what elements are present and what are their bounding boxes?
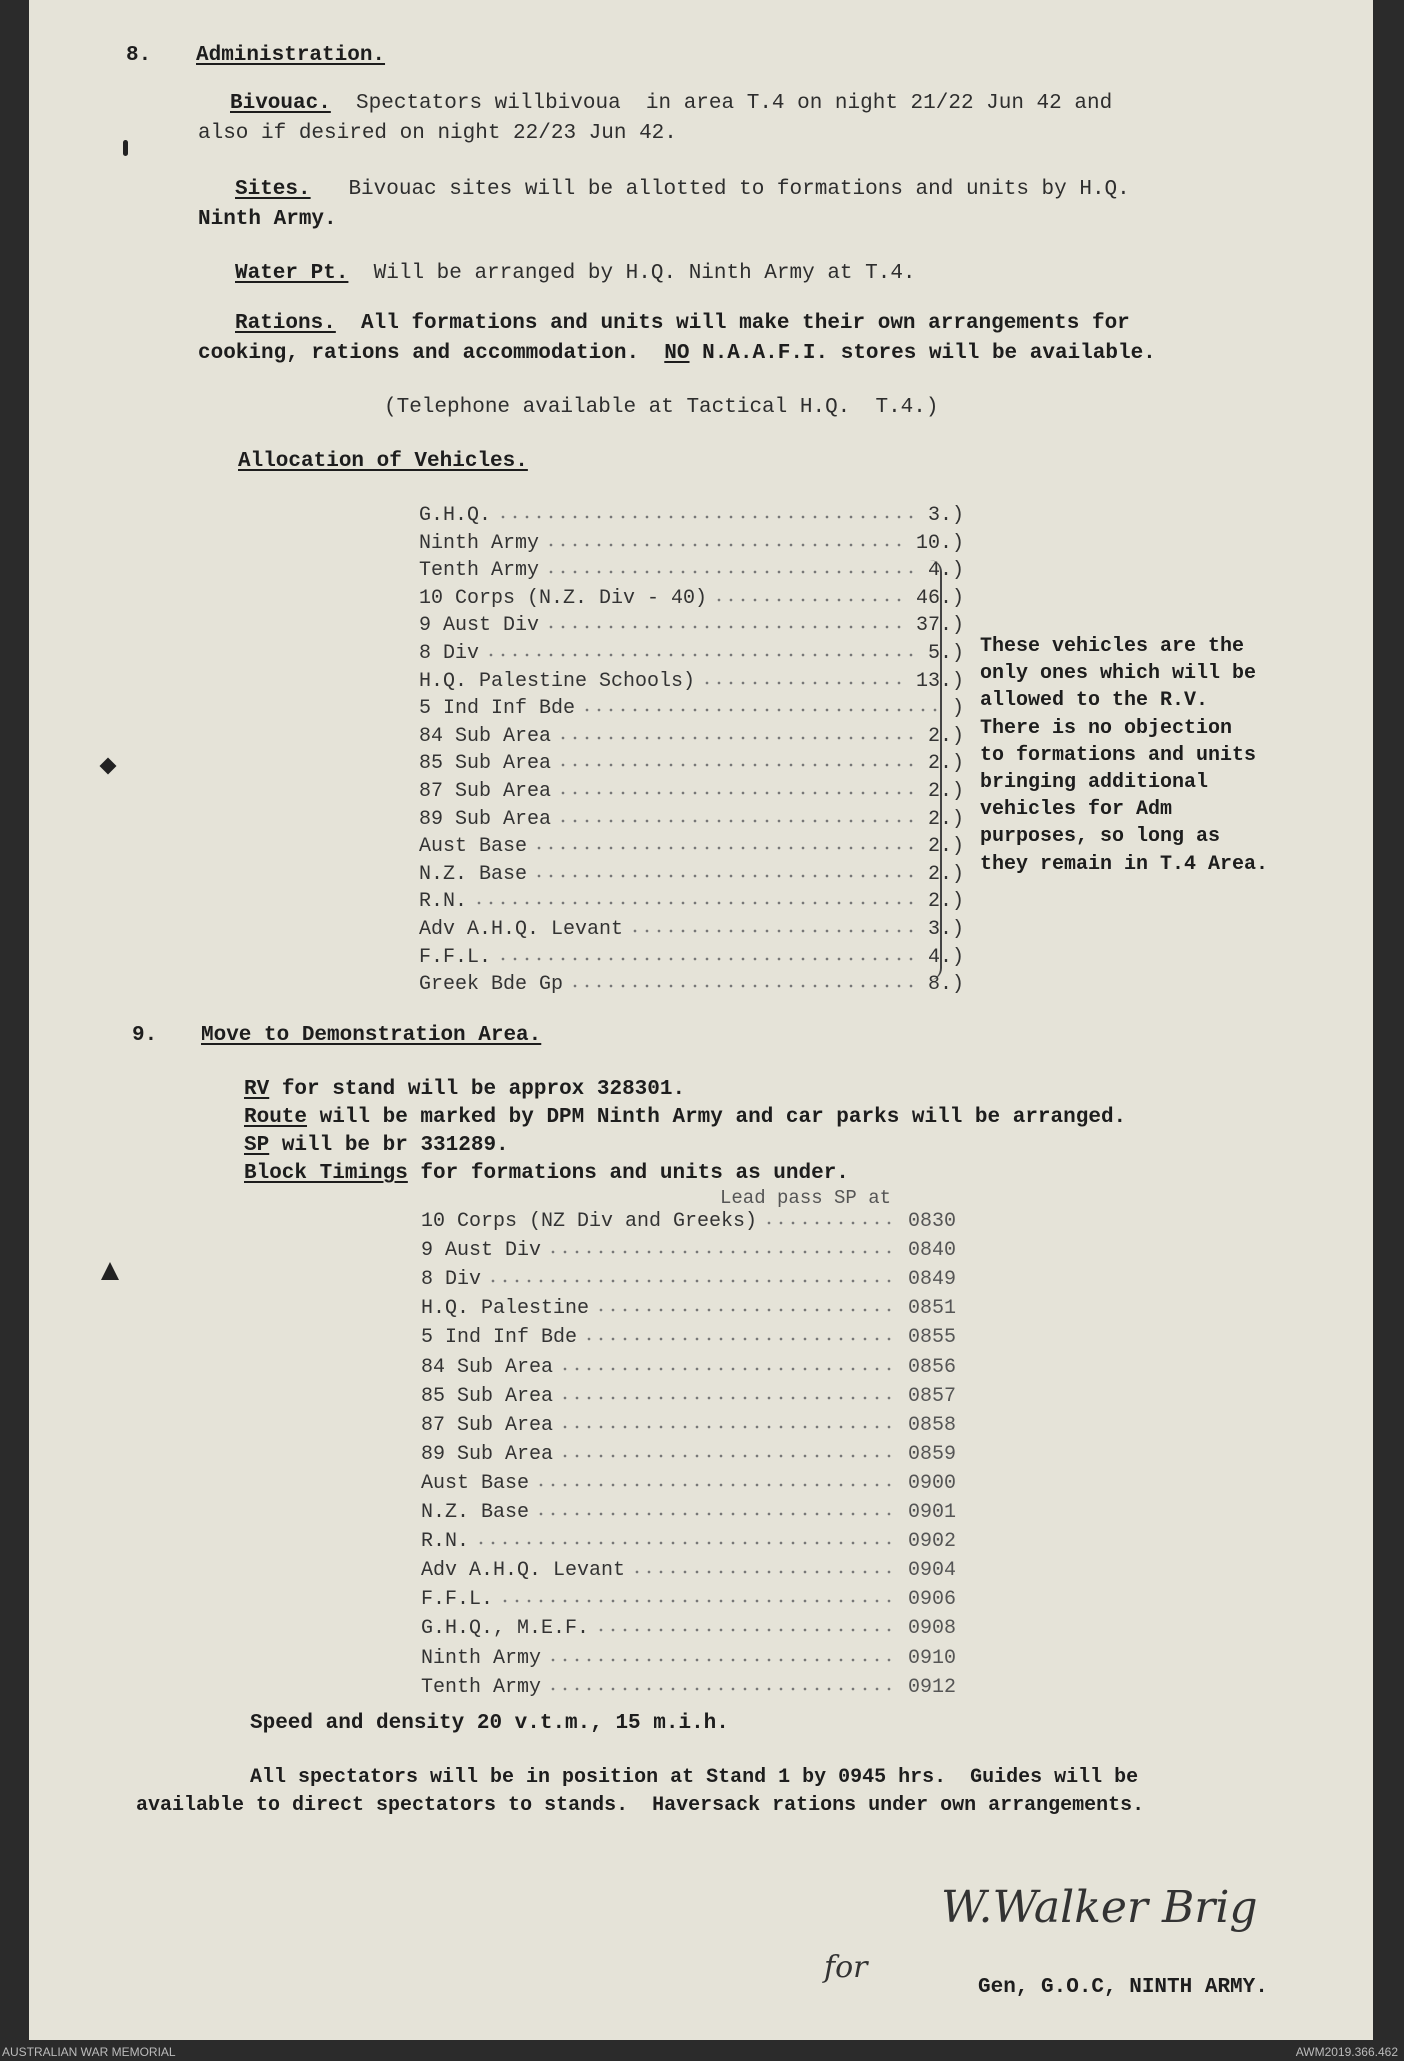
vehicle-row xyxy=(419,670,964,696)
leader-dots xyxy=(559,1454,894,1458)
vehicle-count: 4.) xyxy=(927,559,964,583)
leader-dots xyxy=(763,1221,894,1225)
block-text: for formations and units as under. xyxy=(407,1162,849,1185)
vehicle-note-line: to formations and units xyxy=(980,743,1257,767)
rations-label: Rations. xyxy=(235,312,336,335)
vehicle-row xyxy=(419,946,964,972)
timing-value: 0851 xyxy=(907,1297,956,1321)
rv-text: for stand will be approx 328301. xyxy=(269,1078,686,1101)
vehicle-count: 13.) xyxy=(915,669,964,693)
vehicle-count: 37.) xyxy=(915,614,964,638)
section-9-number: 9. xyxy=(132,1024,158,1047)
leader-dots xyxy=(473,901,914,905)
timing-unit: 85 Sub Area xyxy=(421,1384,554,1408)
leader-dots xyxy=(557,736,914,740)
leader-dots xyxy=(475,1541,894,1545)
timing-unit: H.Q. Palestine xyxy=(421,1297,590,1321)
timing-header: Lead pass SP at xyxy=(720,1187,892,1209)
timing-row xyxy=(421,1414,956,1440)
timing-value: 0901 xyxy=(907,1501,956,1524)
leader-dots xyxy=(533,846,914,850)
sites-label: Sites. xyxy=(235,178,311,201)
timing-unit: 8 Div xyxy=(421,1268,482,1292)
leader-dots xyxy=(583,1337,894,1341)
timing-row xyxy=(421,1647,956,1673)
sp-label: SP xyxy=(244,1134,270,1157)
timing-row xyxy=(421,1588,956,1614)
timing-value: 0830 xyxy=(907,1210,956,1233)
timing-row xyxy=(421,1356,956,1382)
timing-unit: 89 Sub Area xyxy=(421,1442,554,1466)
timing-row xyxy=(421,1297,956,1323)
vehicle-unit: 84 Sub Area xyxy=(419,724,552,748)
vehicle-count: ) xyxy=(951,697,964,721)
block-label: Block Timings xyxy=(244,1162,408,1185)
leader-dots xyxy=(629,929,914,933)
timing-row xyxy=(421,1617,956,1643)
vehicle-row xyxy=(419,890,964,916)
timing-row xyxy=(421,1210,956,1236)
sites-text-1: Bivouac sites will be allotted to formations and units by H.Q. xyxy=(348,178,1130,201)
bivouac-text-1: Spectators willbivoua in area T.4 on night 21/22 Jun 42 and xyxy=(356,92,1113,115)
allocation-title: Allocation of Vehicles. xyxy=(238,450,528,473)
vehicle-note-line: bringing additional xyxy=(980,771,1209,794)
timing-unit: Adv A.H.Q. Levant xyxy=(421,1559,626,1583)
vehicle-count: 4.) xyxy=(927,945,964,969)
vehicle-unit: 10 Corps (N.Z. Div - 40) xyxy=(419,586,708,610)
timing-value: 0859 xyxy=(907,1442,956,1466)
leader-dots xyxy=(595,1308,894,1312)
timing-value: 0900 xyxy=(907,1471,956,1495)
vehicle-unit: Tenth Army xyxy=(419,559,540,583)
leader-dots xyxy=(487,1279,894,1283)
rations-text-2a: cooking, rations and accommodation. xyxy=(198,342,665,365)
vehicle-count: 2.) xyxy=(927,807,964,831)
vehicle-unit: 8 Div xyxy=(419,642,480,665)
bivouac-paragraph xyxy=(230,92,1112,116)
timing-value: 0849 xyxy=(907,1268,956,1292)
scan-mark xyxy=(123,140,128,156)
punch-hole-mark xyxy=(101,1262,119,1280)
leader-dots xyxy=(535,1483,894,1487)
vehicle-count: 2.) xyxy=(927,780,964,803)
vehicle-row xyxy=(419,532,964,558)
route-text: will be marked by DPM Ninth Army and car parks will be arranged. xyxy=(307,1106,1127,1129)
handwritten-for: for xyxy=(824,1950,868,1985)
rations-text-2 xyxy=(198,342,1156,366)
vehicle-row xyxy=(419,504,964,530)
rations-text-2c: N.A.A.F.I. stores will be available. xyxy=(689,342,1156,365)
rations-no: NO xyxy=(664,342,690,365)
leader-dots xyxy=(581,708,938,712)
timing-unit: R.N. xyxy=(421,1530,470,1554)
timing-unit: N.Z. Base xyxy=(421,1501,530,1524)
signature-typed: Gen, G.O.C, NINTH ARMY. xyxy=(978,1976,1268,1999)
timing-value: 0912 xyxy=(907,1675,956,1699)
vehicle-count: 3.) xyxy=(927,504,964,527)
leader-dots xyxy=(535,1512,894,1516)
vehicle-count: 2.) xyxy=(927,724,964,748)
route-label: Route xyxy=(244,1106,308,1129)
timing-value: 0904 xyxy=(907,1559,956,1583)
telephone-note: (Telephone available at Tactical H.Q. T.4.) xyxy=(384,396,939,419)
vehicle-unit: Greek Bde Gp xyxy=(419,973,564,997)
timing-value: 0857 xyxy=(907,1384,956,1408)
timing-value: 0906 xyxy=(907,1588,956,1612)
timing-value: 0902 xyxy=(907,1530,956,1554)
leader-dots xyxy=(545,570,914,574)
leader-dots xyxy=(557,791,914,795)
vehicle-row xyxy=(419,973,964,999)
timing-row xyxy=(421,1443,956,1469)
vehicle-row xyxy=(419,752,964,778)
leader-dots xyxy=(485,653,914,657)
vehicle-note-brace xyxy=(926,560,942,980)
timing-unit: 5 Ind Inf Bde xyxy=(421,1326,578,1350)
timing-unit: G.H.Q., M.E.F. xyxy=(421,1617,590,1641)
timing-row xyxy=(421,1472,956,1498)
scan-mark xyxy=(100,758,117,775)
vehicle-unit: 5 Ind Inf Bde xyxy=(419,697,576,721)
leader-dots xyxy=(545,543,902,547)
timing-value: 0840 xyxy=(907,1239,956,1263)
vehicle-note-line: allowed to the R.V. xyxy=(980,689,1209,713)
water-paragraph xyxy=(235,262,916,286)
vehicle-note-line: There is no objection xyxy=(980,716,1233,740)
bivouac-label: Bivouac. xyxy=(230,92,331,115)
leader-dots xyxy=(545,625,902,629)
timing-unit: 9 Aust Div xyxy=(421,1239,542,1263)
vehicle-unit: 87 Sub Area xyxy=(419,780,552,803)
timing-row xyxy=(421,1559,956,1585)
vehicle-row xyxy=(419,863,964,889)
leader-dots xyxy=(499,1599,894,1603)
vehicle-count: 2.) xyxy=(927,752,964,776)
handwritten-signature: W.Walker Brig xyxy=(941,1882,1258,1933)
vehicle-count: 2.) xyxy=(927,835,964,859)
vehicle-count: 2.) xyxy=(927,862,964,886)
vehicle-unit: Adv A.H.Q. Levant xyxy=(419,918,624,941)
vehicle-unit: Aust Base xyxy=(419,835,528,859)
spectators-text-1: All spectators will be in position at Stand 1 by 0945 hrs. Guides will be xyxy=(250,1766,1139,1789)
footer-credit: AUSTRALIAN WAR MEMORIAL xyxy=(2,2045,176,2059)
vehicle-count: 10.) xyxy=(915,531,964,555)
timing-unit: Ninth Army xyxy=(421,1646,542,1670)
timing-unit: 10 Corps (NZ Div and Greeks) xyxy=(421,1210,758,1233)
timing-unit: Aust Base xyxy=(421,1471,530,1495)
leader-dots xyxy=(559,1425,894,1429)
sites-paragraph xyxy=(235,178,1130,202)
timing-unit: F.F.L. xyxy=(421,1588,494,1612)
vehicle-count: 46.) xyxy=(915,586,964,610)
rations-text-1: All formations and units will make their own arrangements for xyxy=(361,312,1130,335)
leader-dots xyxy=(547,1687,894,1691)
water-text: Will be arranged by H.Q. Ninth Army at T.4. xyxy=(373,262,916,285)
vehicle-row xyxy=(419,918,964,944)
timing-row xyxy=(421,1676,956,1702)
vehicle-note-line: vehicles for Adm xyxy=(980,798,1173,822)
sp-text: will be br 331289. xyxy=(269,1134,509,1157)
timing-row xyxy=(421,1385,956,1411)
vehicle-count: 8.) xyxy=(927,973,964,997)
water-label: Water Pt. xyxy=(235,262,349,285)
timing-value: 0856 xyxy=(907,1355,956,1379)
speed-text: Speed and density 20 v.t.m., 15 m.i.h. xyxy=(250,1712,729,1735)
leader-dots xyxy=(713,598,902,602)
vehicle-row xyxy=(419,725,964,751)
leader-dots xyxy=(559,1367,894,1371)
timing-row xyxy=(421,1268,956,1294)
vehicle-row xyxy=(419,559,964,585)
spectators-text-2: available to direct spectators to stands. Haversack rations under own arrangements. xyxy=(136,1794,1145,1817)
leader-dots xyxy=(631,1570,894,1574)
vehicle-row xyxy=(419,780,964,806)
vehicle-note-line: only ones which will be xyxy=(980,662,1257,686)
leader-dots xyxy=(557,819,914,823)
vehicle-count: 5.) xyxy=(927,642,964,665)
vehicle-unit: R.N. xyxy=(419,890,468,914)
vehicle-unit: G.H.Q. xyxy=(419,504,492,527)
vehicle-note-line: purposes, so long as xyxy=(980,825,1221,849)
sp-line xyxy=(244,1134,509,1158)
route-line xyxy=(244,1106,1126,1130)
leader-dots xyxy=(497,957,914,961)
vehicle-count: 3.) xyxy=(927,918,964,941)
vehicle-row xyxy=(419,587,964,613)
timing-unit: 84 Sub Area xyxy=(421,1355,554,1379)
timing-row xyxy=(421,1326,956,1352)
section-8-title: Administration. xyxy=(196,44,386,67)
timing-row xyxy=(421,1501,956,1527)
leader-dots xyxy=(557,763,914,767)
vehicle-row xyxy=(419,614,964,640)
vehicle-unit: 9 Aust Div xyxy=(419,614,540,638)
document-page xyxy=(29,0,1373,2040)
vehicle-unit: F.F.L. xyxy=(419,945,492,969)
timing-value: 0858 xyxy=(907,1413,956,1437)
sites-text-2: Ninth Army. xyxy=(198,208,337,231)
timing-unit: Tenth Army xyxy=(421,1675,542,1699)
leader-dots xyxy=(701,681,902,685)
bivouac-text-2: also if desired on night 22/23 Jun 42. xyxy=(198,122,677,145)
rv-line xyxy=(244,1078,685,1102)
vehicle-note-line: they remain in T.4 Area. xyxy=(980,852,1269,876)
vehicle-unit: N.Z. Base xyxy=(419,862,528,886)
vehicle-row xyxy=(419,808,964,834)
vehicle-row xyxy=(419,835,964,861)
leader-dots xyxy=(595,1628,894,1632)
vehicle-row xyxy=(419,642,964,668)
timing-value: 0910 xyxy=(907,1646,956,1670)
timing-row xyxy=(421,1530,956,1556)
rv-label: RV xyxy=(244,1078,270,1101)
section-9-title: Move to Demonstration Area. xyxy=(201,1024,542,1047)
leader-dots xyxy=(547,1658,894,1662)
leader-dots xyxy=(497,515,914,519)
timing-row xyxy=(421,1239,956,1265)
rations-paragraph xyxy=(235,312,1130,336)
timing-value: 0855 xyxy=(907,1326,956,1350)
section-8-number: 8. xyxy=(126,44,152,67)
vehicle-unit: H.Q. Palestine Schools) xyxy=(419,669,696,693)
vehicle-row xyxy=(419,697,964,723)
leader-dots xyxy=(559,1396,894,1400)
leader-dots xyxy=(569,984,914,988)
vehicle-count: 2.) xyxy=(927,890,964,914)
vehicle-unit: Ninth Army xyxy=(419,531,540,555)
vehicle-note-line: These vehicles are the xyxy=(980,635,1245,658)
leader-dots xyxy=(533,874,914,878)
leader-dots xyxy=(547,1250,894,1254)
timing-value: 0908 xyxy=(907,1617,956,1641)
footer-reference: AWM2019.366.462 xyxy=(1295,2045,1398,2059)
vehicle-unit: 89 Sub Area xyxy=(419,807,552,831)
block-line xyxy=(244,1162,849,1186)
vehicle-unit: 85 Sub Area xyxy=(419,752,552,776)
timing-unit: 87 Sub Area xyxy=(421,1413,554,1437)
